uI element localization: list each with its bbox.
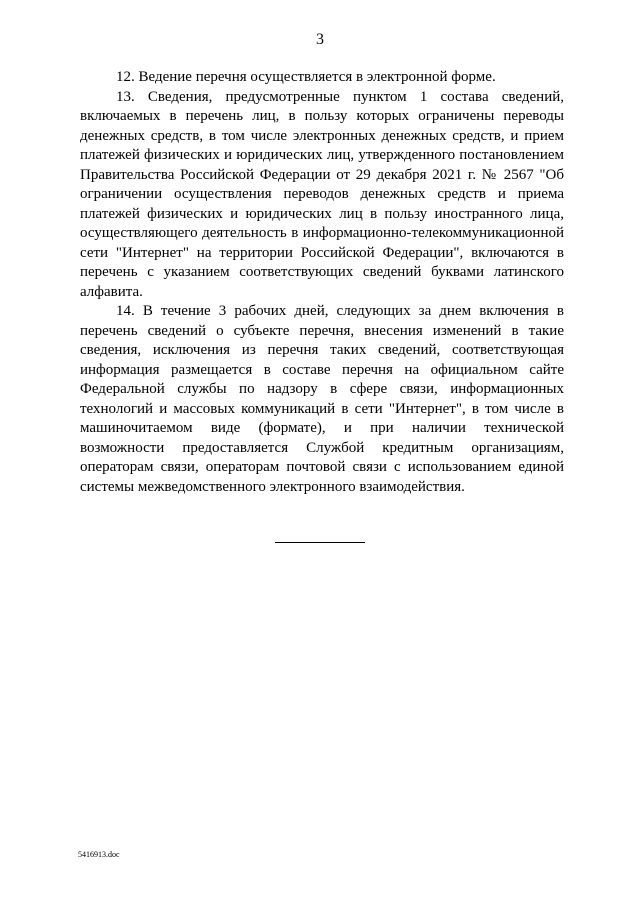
- end-separator-line: [275, 542, 365, 543]
- paragraph-12: 12. Ведение перечня осуществляется в электронной форме.: [116, 69, 496, 85]
- footer-filename: 5416913.doc: [78, 850, 120, 859]
- page-number: 3: [316, 31, 324, 48]
- paragraph-14: 14. В течение 3 рабочих дней, следующих за днем включения в перечень сведений о субъекте перечня, внесения изменений в такие сведения, исключения из перечня таких сведений, соответствующая информация размещается в составе перечня на официальном сайте Федеральной службы по надзору в сфере связи, информационных технологий и массовых коммуникаций в сети "Интернет", в том числе в машиночитаемом виде (формате), и при наличии технической возможности предоставляется Службой кредитным организациям, операторам связи, операторам почтовой связи с использованием единой системы межведомственного электронного взаимодействия.: [80, 303, 564, 495]
- paragraph-13: 13. Сведения, предусмотренные пунктом 1 состава сведений, включаемых в перечень лиц, в пользу которых ограничены переводы денежных средств, в том числе электронных денежных средств, и прием платежей физических и юридических лиц, утвержденного постановлением Правительства Российской Федерации от 29 декабря 2021 г. № 2567 "Об ограничении осуществления переводов денежных средств и приема платежей физических и юридических лиц в пользу иностранного лица, осуществляющего деятельность в информационно-телекоммуникационной сети "Интернет" на территории Российской Федерации", включаются в перечень с указанием соответствующих сведений буквами латинского алфавита.: [80, 88, 564, 300]
- body-text: [80, 68, 564, 497]
